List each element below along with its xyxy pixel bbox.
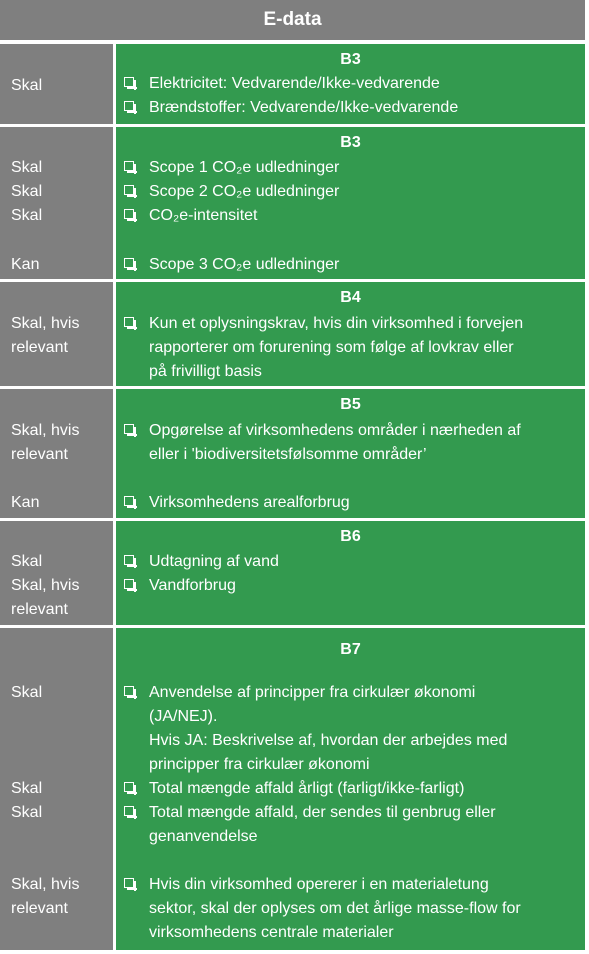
requirement-label: Kan xyxy=(11,494,40,511)
requirement-label: Skal xyxy=(11,77,43,94)
section-heading: B3 xyxy=(340,51,361,68)
section-heading: B4 xyxy=(340,289,361,306)
checklist-item: Total mængde affald, der sendes til genbrug eller genanvendelse xyxy=(124,801,574,849)
checklist-item: Kun et oplysningskrav, hvis din virksomhed i forvejen rapporterer om forurening som følge af lovkrav eller på frivilligt basis xyxy=(124,312,574,384)
checklist-item: Vandforbrug xyxy=(124,574,574,598)
checkbox-icon xyxy=(124,878,134,888)
checklist-item: Udtagning af vand xyxy=(124,550,574,574)
requirement-label: Skal xyxy=(11,159,43,176)
checkbox-icon xyxy=(124,782,134,792)
requirement-label: Skal, hvis relevant xyxy=(11,422,80,463)
requirement-label: Skal xyxy=(11,804,43,821)
checkbox-icon xyxy=(124,555,134,565)
requirement-label: Skal xyxy=(11,553,43,570)
section-b7 xyxy=(0,628,585,950)
section-b3-energy xyxy=(0,44,585,124)
content-cell xyxy=(116,44,585,124)
checklist-item: Brændstoffer: Vedvarende/Ikke-vedvarende xyxy=(124,96,574,120)
checkbox-icon xyxy=(124,258,134,268)
requirement-label: Skal xyxy=(11,684,43,701)
checklist-item: Total mængde affald årligt (farligt/ikke-farligt) xyxy=(124,777,574,801)
requirement-cell xyxy=(0,521,113,625)
checkbox-icon xyxy=(124,424,134,434)
section-b6 xyxy=(0,521,585,625)
checklist-item: Virksomhedens arealforbrug xyxy=(124,491,574,515)
checkbox-icon xyxy=(124,161,134,171)
checkbox-icon xyxy=(124,185,134,195)
checklist-item: Scope 1 CO₂e udledninger xyxy=(124,156,574,180)
checkbox-icon xyxy=(124,77,134,87)
checklist-item: Opgørelse af virksomhedens områder i nærheden af eller i 'biodiversitetsfølsomme områder’ xyxy=(124,419,574,467)
section-b4 xyxy=(0,282,585,386)
checklist-item: CO₂e-intensitet xyxy=(124,204,574,228)
requirement-cell xyxy=(0,282,113,386)
checklist-note: Hvis JA: Beskrivelse af, hvordan der arbejdes med principper fra cirkulær økonomi xyxy=(149,732,508,773)
checkbox-icon xyxy=(124,317,134,327)
requirement-label: Kan xyxy=(11,256,40,273)
requirement-cell xyxy=(0,389,113,518)
checkbox-icon xyxy=(124,806,134,816)
checkbox-icon xyxy=(124,496,134,506)
section-heading: B6 xyxy=(340,528,361,545)
content-cell xyxy=(116,628,585,950)
content-cell xyxy=(116,282,585,386)
requirement-cell xyxy=(0,44,113,124)
checklist-item: Scope 2 CO₂e udledninger xyxy=(124,180,574,204)
checkbox-icon xyxy=(124,101,134,111)
checklist-item: Anvendelse af principper fra cirkulær økonomi (JA/NEJ). xyxy=(124,681,574,729)
section-b5 xyxy=(0,389,585,518)
section-b3-emissions xyxy=(0,127,585,279)
requirement-cell xyxy=(0,127,113,279)
content-cell xyxy=(116,389,585,518)
checklist-item: Elektricitet: Vedvarende/Ikke-vedvarende xyxy=(124,72,574,96)
requirement-label: Skal xyxy=(11,207,43,224)
checklist-item: Scope 3 CO₂e udledninger xyxy=(124,253,574,277)
section-heading: B5 xyxy=(340,396,361,413)
requirement-label: Skal xyxy=(11,183,43,200)
requirement-label: Skal xyxy=(11,780,43,797)
requirement-label: Skal, hvis relevant xyxy=(11,876,80,917)
checklist-item: Hvis din virksomhed opererer i en materialetung sektor, skal der oplyses om det årlige masse-flow for virksomhedens centrale materialer xyxy=(124,873,574,945)
table-title: E-data xyxy=(0,0,585,40)
section-heading: B7 xyxy=(340,641,361,658)
checkbox-icon xyxy=(124,579,134,589)
section-heading: B3 xyxy=(340,134,361,151)
requirement-label: Skal, hvis relevant xyxy=(11,577,80,618)
requirement-label: Skal, hvis relevant xyxy=(11,315,80,356)
content-cell xyxy=(116,127,585,279)
requirement-cell xyxy=(0,628,113,950)
checkbox-icon xyxy=(124,686,134,696)
checkbox-icon xyxy=(124,209,134,219)
content-cell xyxy=(116,521,585,625)
